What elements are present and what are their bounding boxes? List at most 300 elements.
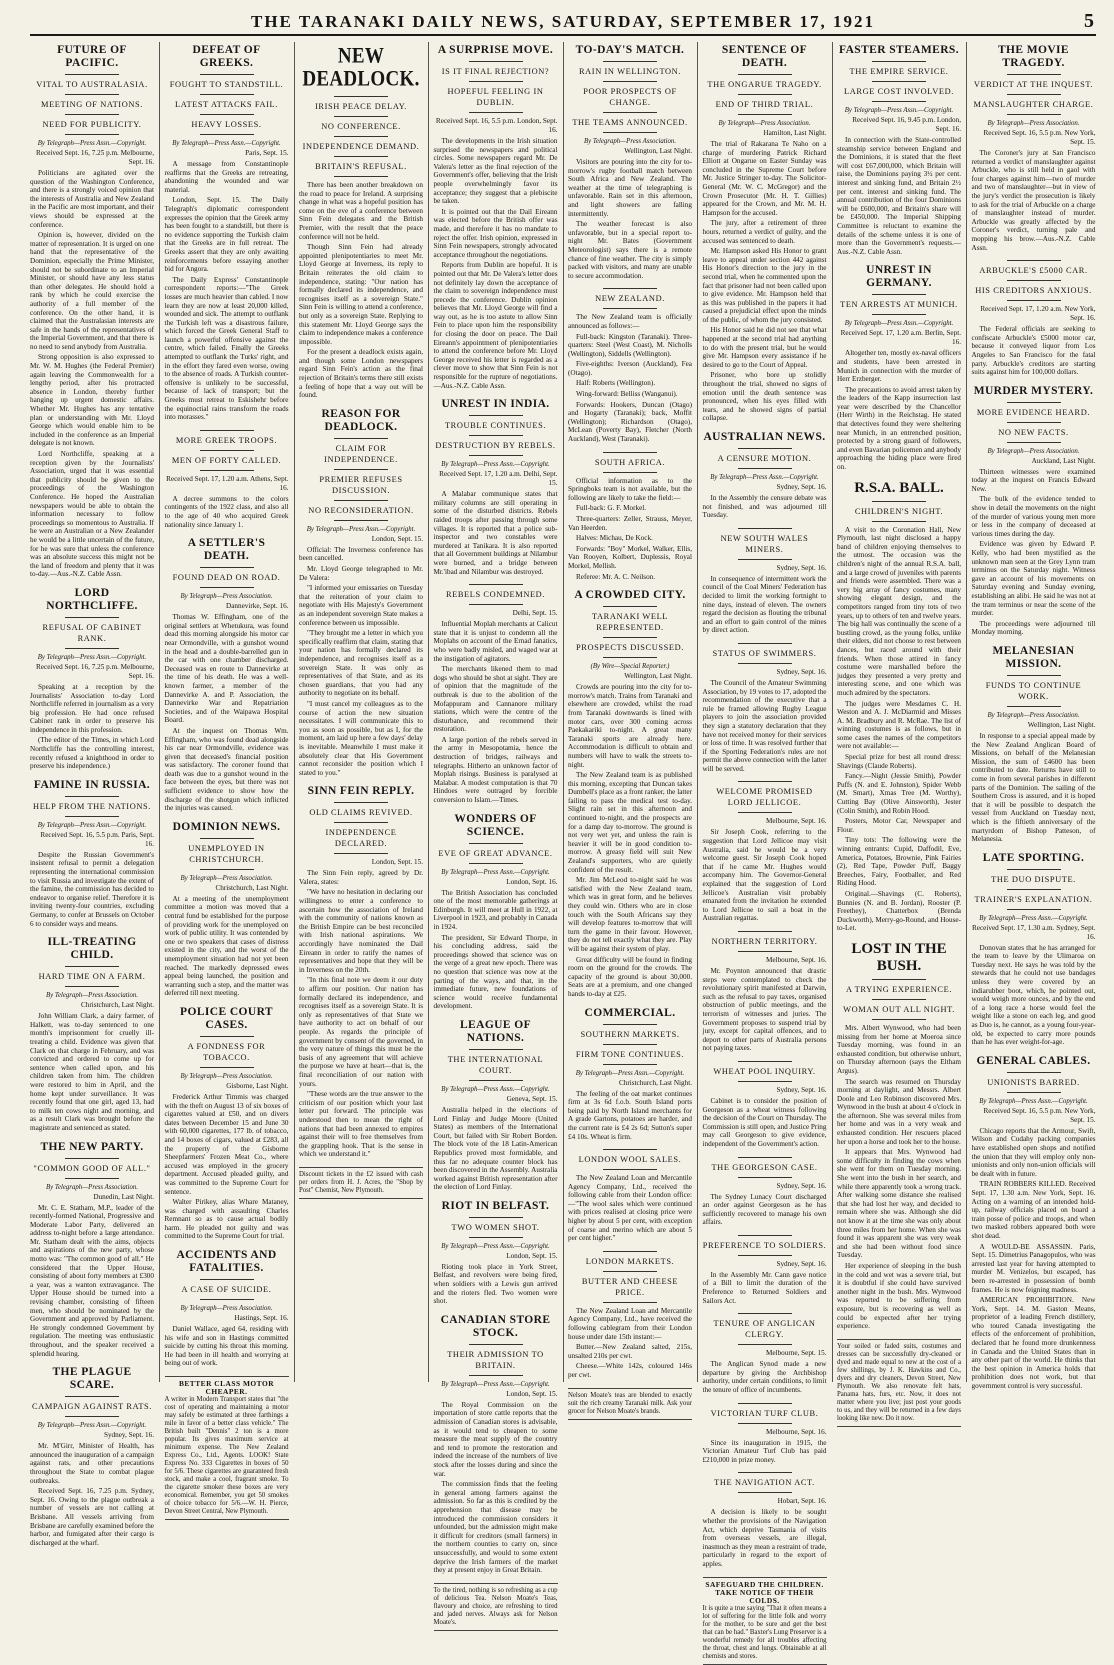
sub-headline: IRISH PEACE DELAY. bbox=[315, 102, 407, 111]
sub-headline: MORE EVIDENCE HEARD. bbox=[976, 407, 1091, 417]
byline: By Telegraph—Press Assn.—Copyright. bbox=[441, 461, 550, 469]
paragraph: Referee: Mr. A. C. Neilson. bbox=[576, 572, 656, 581]
sub-headline: CHILDREN'S NIGHT. bbox=[854, 506, 944, 516]
paragraph: Her experience of sleeping in the bush in the cold and wet was a severe trial, but it is doubtful if she could have survived another night in the bush. Mrs. Wynwood was reported to be suffering from exposure, but is recovering as well as could be expected after her trying experience. bbox=[837, 1261, 961, 1331]
divider bbox=[603, 1044, 657, 1045]
divider bbox=[334, 802, 388, 803]
divider bbox=[872, 101, 926, 102]
divider bbox=[469, 455, 523, 456]
paragraph: The Anglican Synod made a new departure by giving the Archbishop authority, under certain conditions, to limit the tenure of office of incumbents. bbox=[702, 1360, 827, 1395]
column-rule bbox=[832, 42, 833, 1382]
paragraph: The Federal officials are seeking to confiscate Arbuckle's £5000 motor car, because it conveyed liquor from Los Angeles to San Francisco for the fatal party. Arbuckle's creditors are starting suits against him for 100,000 dollars. bbox=[971, 325, 1096, 377]
sub-headline: MEN OF FORTY CALLED. bbox=[171, 455, 282, 465]
sub-headline: TARANAKI WELL REPRESENTED. bbox=[591, 612, 669, 633]
dateline: Received Sept. 16, 5.5 p.m. New York, Sept. 15. bbox=[983, 1106, 1096, 1124]
newspaper-title: THE TARANAKI DAILY NEWS, SATURDAY, SEPTEMBER 17, 1921 bbox=[251, 12, 875, 31]
divider bbox=[738, 951, 792, 952]
sub-headline: VERDICT AT THE INQUEST. bbox=[973, 80, 1094, 89]
sub-headline: FOUND DEAD ON ROAD. bbox=[172, 573, 281, 583]
paragraph: "I must cancel my colleagues as to the course of action the new situation necessitates. I will communicate this to you as soon as possible, but as I, for the moment, am laid up here a few days' delay is inevitable. Meanwhile I must make it absolutely clear that His Government cannot reconsider the position which I stated to you." bbox=[299, 699, 423, 777]
divider bbox=[469, 1237, 523, 1238]
column-8 bbox=[971, 42, 1096, 1391]
article-headline: A SURPRISE MOVE. bbox=[437, 44, 554, 56]
paragraph: Frederick Arthur Timmis was charged with the theft on August 13 of six boxes of cigarettes valued at £50, and on divers dates between December 15 and June 30 with 60,000 cigarettes, 177 lb. of tobacco, and 14 boxes of cigars, valued at £283, all the property of the Gisborne Sheepfarmers' Frozen Meat Co., where accused was employed in the grocery department. Accused pleaded guilty, and was committed to the Supreme Court for sentence. bbox=[164, 1092, 289, 1196]
sub-headline: FOUGHT TO STANDSTILL. bbox=[169, 80, 284, 89]
paragraph: The judges were Mesdames C. H. Weston and A. J. McDiarmid and Misses A. M. Bradbury and R. McRae. The list of winning costumes is as follows, but in some cases the names of the competitors were not available:— bbox=[837, 699, 961, 751]
divider bbox=[200, 74, 254, 75]
article bbox=[972, 645, 1096, 844]
dateline: Received Sept. 16, 5.5 p.m. Paris, Sept. 16. bbox=[40, 830, 154, 848]
divider bbox=[200, 450, 254, 451]
divider bbox=[603, 1149, 657, 1150]
sub-headline: IS IT FINAL REJECTION? bbox=[441, 67, 550, 76]
sub-headline: WELCOME PROMISED LORD JELLICOE. bbox=[716, 787, 813, 808]
dateline: Received Sept. 16, 7.25 p.m. Melbourne, Sept. 16. bbox=[36, 662, 154, 680]
sub-headline: PREMIER REFUSES DISCUSSION. bbox=[319, 474, 403, 495]
article-headline: UNREST IN INDIA. bbox=[441, 398, 550, 411]
article-headline: ACCIDENTS AND FATALITIES. bbox=[176, 1249, 277, 1275]
paragraph: Mr. Poynton announced that drastic steps were contemplated to check the revolutionary spirit manifested at Darwin, such as the refusal to pay taxes, organised obstruction of public meetings, and the terrorism of witnesses and juries. The Government proposes to suspend trial by jury, except for capital offences, and to deport to other parts of Australia persons not paying taxes. bbox=[702, 967, 827, 1053]
divider bbox=[469, 435, 523, 436]
article-headline: RIOT IN BELFAST. bbox=[441, 1199, 550, 1212]
sub-headline: THE TEAMS ANNOUNCED. bbox=[572, 118, 688, 127]
article bbox=[165, 821, 289, 998]
dateline: Received Sept. 17, 1.20 a.m. Berlin, Sept. 16. bbox=[840, 329, 961, 347]
column-1 bbox=[30, 42, 154, 1547]
article bbox=[434, 1314, 558, 1575]
paragraph: The New Zealand team is officially announced as follows:— bbox=[568, 313, 692, 330]
article bbox=[165, 430, 289, 529]
sub-headline: THEIR ADMISSION TO BRITAIN. bbox=[447, 1349, 544, 1370]
sub-headline: VICTORIAN TURF CLUB. bbox=[710, 1408, 819, 1418]
sub-headline: THE INTERNATIONAL COURT. bbox=[447, 1054, 544, 1075]
divider bbox=[334, 96, 388, 97]
byline: By Telegraph—Press Assn.—Copyright. bbox=[575, 1069, 685, 1077]
paragraph: Full-back: Kingston (Taranaki). Three-quarters: Steel (West Coast), M. Nicholls (Wellington), Siddells (Wellington). bbox=[568, 332, 692, 358]
dateline: London, Sept. 16. bbox=[506, 877, 558, 886]
sub-headline: TEN ARRESTS AT MUNICH. bbox=[840, 300, 958, 310]
divider bbox=[738, 468, 792, 469]
paragraph: A WOULD-BE ASSASSIN. Paris, Sept. 15. Dimetrius Panagopulos, who was arrested last year for having attempted to murder M. Venizelos, but escaped, has been re-arrested in possession of bomb frames. He is now feigning madness. bbox=[971, 1242, 1096, 1294]
dateline: Hastings, Sept. 16. bbox=[234, 1314, 289, 1323]
sub-headline: FUNDS TO CONTINUE WORK. bbox=[985, 680, 1082, 701]
divider bbox=[738, 663, 792, 664]
paragraph: Evidence was given by Edward P. Kelly, who had been mystified as the unknown man seen at the Grey Lynn tram terminus on the Saturday night. Witness gave an account of his movements on Saturday evening and Sunday evening, establishing an alibi. He said he was not at the tram terminus or near the scene of the murder. bbox=[971, 540, 1096, 618]
paragraph: Butter.—New Zealand salted, 215s, unsalted 210s per cwt. bbox=[568, 1343, 692, 1360]
divider bbox=[1007, 909, 1061, 910]
byline: By Telegraph—Press Association. bbox=[45, 992, 139, 1000]
divider bbox=[1007, 1072, 1061, 1073]
byline: By Telegraph—Press Assn.—Copyright. bbox=[172, 140, 281, 147]
divider bbox=[65, 114, 119, 115]
sub-headline: STATUS OF SWIMMERS. bbox=[712, 648, 817, 658]
paragraph: The feeling of the oat market continues firm at 3s 6d f.o.b. South Island ports being paid by North Island merchants for A grade Gartons, potatoes are harder, and the current rate is £4 2s 6d; Sutton's super £4 10s. Wheat is firm. bbox=[568, 1089, 692, 1141]
divider bbox=[738, 448, 792, 449]
article bbox=[434, 1200, 558, 1306]
article bbox=[568, 1149, 692, 1243]
sub-headline: THE EMPIRE SERVICE. bbox=[849, 67, 949, 76]
paragraph: TRAIN ROBBERS KILLED. Received Sept. 17, 1.30 a.m. New York, Sept. 16. Acting on a warning of an intended hold-up, railway officials placed on board a train posse of police and troops, and when two masked robbers appeared both were shot dead. bbox=[971, 1180, 1096, 1240]
sub-headline: NEW ZEALAND. bbox=[595, 294, 665, 304]
dateline: Melbourne, Sept. 16. bbox=[766, 1427, 827, 1436]
sub-headline: A TRYING EXPERIENCE. bbox=[845, 984, 953, 994]
divider bbox=[872, 314, 926, 315]
sub-headline: MEETING OF NATIONS. bbox=[41, 100, 143, 109]
paragraph: "These words are the true answer to the criticism of our position which your last letter put forward. The principle was understood then to mean the right of nations that had been annexed to empires against their will to free themselves from the grappling hook. That is the sense in which we understand it." bbox=[299, 1090, 423, 1159]
divider bbox=[603, 472, 657, 473]
divider bbox=[200, 430, 254, 431]
dateline: Sydney, Sept. 16. bbox=[776, 1181, 827, 1190]
paragraph: Great difficulty will be found in finding room on the ground for the crowds. The capacity of the ground is about 30,000. Seats are at a premium, and one changed hands to-day at £25. bbox=[568, 955, 692, 998]
article bbox=[299, 408, 423, 777]
paragraph: The Sinn Fein reply, agreed by Dr. Valera, states: bbox=[299, 869, 423, 886]
paragraph: Halves: Michau, De Kock. bbox=[576, 534, 653, 543]
paragraph: "They brought me a letter in which you specifically reaffirm that claim, stating that your nation has formally declared its independence, and recognises itself as a sovereign State. It was only as representatives of that State, and as its chosen guardians, that you had any authority to negotiate on its behalf. bbox=[299, 629, 424, 698]
divider bbox=[603, 132, 657, 133]
sub-headline: ARBUCKLE'S £5000 CAR. bbox=[979, 266, 1088, 276]
sub-headline: TWO WOMEN SHOT. bbox=[451, 1222, 540, 1232]
dateline: Received Sept. 17, 1.20 a.m. New York, Sept. 16. bbox=[980, 305, 1096, 323]
paragraph: Official: The Inverness conference has been cancelled. bbox=[299, 545, 423, 563]
divider bbox=[872, 999, 926, 1000]
paragraph: The Council of the Amateur Swimming Association, by 19 votes to 17, adopted the recommendation of the executive that a rule be framed allowing Rugby League players to join the association provided they sign a statutory declaration that they have not received money for their services or loss of time. It was resolved further that if the Sporting Federation's rules are not permit the above connection with the latter will be served. bbox=[702, 678, 827, 773]
divider bbox=[334, 853, 388, 854]
divider bbox=[738, 1081, 792, 1082]
article bbox=[972, 260, 1096, 377]
paragraph: A Malabar communique states that military columns are still operating in some of the disturbed districts. Rebels raided troops after passing through some villages. It is reported that a police sub-inspector and two constables were murdered at Tanikara. It is also reported that all Government buildings at Nilambur were burned, and a bridge between Mr.'ibad and Nilambur was destroyed. bbox=[433, 490, 558, 576]
paragraph: Mrs. Albert Wynwood, who had been missing from her home at Moeroa since Tuesday morning, was found in an exhausted condition, but otherwise unhurt, on Thursday afternoon (says the Eltham Argus). bbox=[837, 1023, 961, 1075]
article-headline: SINN FEIN REPLY. bbox=[307, 785, 415, 798]
divider bbox=[65, 986, 119, 987]
column-2 bbox=[164, 42, 289, 1516]
article bbox=[434, 44, 558, 390]
sub-headline: A CENSURE MOTION. bbox=[717, 454, 812, 463]
column-rule bbox=[966, 42, 967, 1382]
byline: By Telegraph—Press Association. bbox=[583, 138, 677, 145]
paragraph: The Coroner's jury at San Francisco returned a verdict of manslaughter against Arbuckle, who is still held in gaol with four charges against him—two of murder and two of manslaughter—but in view of the jury's verdict the prosecution is likely to ask for the trial of Arbuckle on a charge of manslaughter instead of murder. Arbuckle was greatly affected by the Coroner's verdict, turning pale and mopping his brow.—Aus.-N.Z. Cable Assn. bbox=[971, 149, 1096, 252]
byline: By Telegraph—Press Assn.—Copyright. bbox=[844, 320, 954, 328]
sub-headline: TROUBLE CONTINUES. bbox=[444, 421, 547, 431]
divider bbox=[738, 643, 792, 644]
paragraph: Tiny tots: The following were the winning entrants: Cupid, Daffodil, Eve, America, Potatoes, Brownie, Pink Fairies (2), Red Tape, Powder Puff, Baggy Breeches, Fairy, Footballer, and Red Riding Hood. bbox=[837, 836, 961, 888]
dateline: Delhi, Sept. 15. bbox=[512, 609, 558, 618]
divider bbox=[1007, 300, 1061, 301]
dateline: Sydney, Sept. 16. bbox=[776, 1085, 827, 1094]
divider bbox=[65, 796, 119, 797]
divider bbox=[738, 1177, 792, 1178]
divider bbox=[603, 288, 657, 289]
article bbox=[299, 43, 423, 400]
divider bbox=[738, 1403, 792, 1404]
divider bbox=[738, 114, 792, 115]
dateline: Hobart, Sept. 16. bbox=[777, 1497, 827, 1506]
column-rule bbox=[697, 42, 698, 1382]
dateline: Wellington, Last Night. bbox=[1027, 720, 1096, 729]
article bbox=[434, 584, 558, 804]
article-headline: UNREST IN GERMANY. bbox=[866, 264, 932, 290]
divider bbox=[738, 812, 792, 813]
paragraph: It is pointed out that the Dail Eireann was elected before the British offer was made, and therefore it has no mandate to reject the offer. Irish opinion, expressed in Sinn Fein newspapers, strongly advocated acceptance throughout the negotiations. bbox=[433, 207, 558, 259]
article bbox=[165, 1249, 289, 1368]
article-headline: FASTER STEAMERS. bbox=[839, 44, 959, 56]
paragraph: A visit to the Coronation Hall, New Plymouth, last night disclosed a happy band of children enjoying themselves to the utmost. The occasion was the children's night of the annual R.S.A. ball, and a large crowd of juveniles with parents and friends were assembled. There was a very big array of fancy costumes, many showing elegant design, and the competitors ranged from tiny tots of two years, up to others of ten and twelve years. The big hall was continually the scene of a bustling crowd, as the young folks, unlike their elders, did not choose to rest between dances, but raced around with their friends. When those attired in fancy costume were marshalled before the judges they presented a very pretty and interesting scene, and one which was much admired by the spectators. bbox=[837, 525, 961, 697]
paragraph: Cheese.—White 142s, coloured 146s per cwt. bbox=[568, 1362, 692, 1379]
paragraph: "I informed your emissaries on Tuesday that the reiteration of your claim to negotiate with His Majesty's Government as an independent sovereign State makes a conference between us impossible. bbox=[299, 584, 423, 627]
dateline: Received Sept. 16, 7.25 p.m. Melbourne, Sept. 16. bbox=[36, 149, 154, 166]
sub-headline: MANSLAUGHTER CHARGE. bbox=[973, 100, 1094, 109]
sub-headline: END OF THIRD TRIAL. bbox=[715, 100, 814, 109]
divider bbox=[200, 1067, 254, 1068]
paragraph: Opinion is, however, divided on the matter of representation. It is urged on one hand that the representative of the Dominion, especially the Prime Minister, should not be subordinate to an Imperial Minister, or should have any less status than other delegates. He should hold a rank by which he could exercise the authority of a full member of the conference. On the other hand, it is claimed that the Australasian interests are safe in the hands of the representatives of the Imperial Government, and that there is no need to send anybody from Australia. bbox=[30, 231, 154, 351]
article-headline: ILL-TREATING CHILD. bbox=[47, 936, 137, 962]
advertisement bbox=[703, 1577, 827, 1665]
paragraph: Mr. Jim McLeod to-night said he was satisfied with the New Zealand team, which was in great form, and he believes they could win. Others who are in close touch with the South Africans say they will develop features to-morrow that will turn the game in their favour. However, they do not tell exactly what they are. Play will be against their system of play. bbox=[568, 876, 692, 953]
paragraph: A large portion of the rebels served in the army in Mesopotamia, hence the destruction of bridges, railways and telegraphs. Hitherto an unknown factor of Moplah risings. Business is paralysed at Malabar. A modest computation is that 70 Hindoes were outraged by forcible conversion to Islam.—Times. bbox=[433, 735, 558, 805]
paragraph: Special prize for best all round dress: Shavings (Claude Roberts). bbox=[837, 753, 961, 770]
divider bbox=[738, 1255, 792, 1256]
dateline: Christchurch, Last Night. bbox=[80, 1001, 154, 1010]
advertisement bbox=[837, 1339, 961, 1427]
article bbox=[568, 44, 692, 280]
divider bbox=[738, 94, 792, 95]
divider bbox=[872, 501, 926, 502]
divider bbox=[1007, 869, 1061, 870]
sub-headline: TRAINER'S EXPLANATION. bbox=[974, 894, 1093, 904]
byline: By Telegraph—Press Assn.—Copyright. bbox=[37, 821, 147, 829]
sub-headline: HELP FROM THE NATIONS. bbox=[33, 801, 151, 811]
paragraph: Walter Pirikey, alias Whare Mataney, was charged with assaulting Charles Remnant so as to cause actual bodily harm. He pleaded not guilty and was committed to the Supreme Court for trial. bbox=[164, 1198, 289, 1241]
article bbox=[837, 941, 961, 1331]
paragraph: Received Sept. 16, 7.25 p.m. Sydney, Sept. 16. Owing to the plague outbreak a number of vessels are not calling at Brisbane. All vessels arriving from Brisbane are carefully examined before the harbor, and fumigated after their cargo is discharged at the wharf. bbox=[30, 1487, 154, 1547]
paragraph: Half: Roberts (Wellington). bbox=[576, 379, 656, 388]
sub-headline: NO RECONSIDERATION. bbox=[308, 505, 414, 515]
sub-headline: NEW SOUTH WALES MINERS. bbox=[720, 533, 809, 554]
divider bbox=[65, 1178, 119, 1179]
article bbox=[568, 1251, 692, 1380]
divider bbox=[200, 1299, 254, 1300]
byline: By Telegraph—Press Association. bbox=[180, 1072, 273, 1080]
article bbox=[837, 264, 961, 471]
sub-headline: A FONDNESS FOR TOBACCO. bbox=[187, 1041, 266, 1062]
dateline: London, Sept. 15. bbox=[506, 1389, 558, 1398]
sub-headline: EVE OF GREAT ADVANCE. bbox=[438, 848, 553, 858]
article bbox=[703, 643, 827, 774]
divider bbox=[603, 61, 657, 62]
divider bbox=[469, 584, 523, 585]
paragraph: Forwards: "Boy" Morkel, Walker, Ellis, Van Rooyen, Kolbert, Duplessis, Royal Morkel, Mellish. bbox=[568, 544, 692, 570]
article bbox=[703, 1313, 827, 1394]
article bbox=[30, 779, 154, 928]
byline: By Telegraph—Press Assn.—Copyright. bbox=[37, 1422, 147, 1430]
sub-headline: INDEPENDENCE DEMAND. bbox=[302, 142, 420, 151]
dateline: Gisborne, Last Night. bbox=[226, 1081, 289, 1090]
divider bbox=[200, 1036, 254, 1037]
dateline: London, Sept. 15. bbox=[506, 1251, 558, 1260]
sub-headline: NORTHERN TERRITORY. bbox=[711, 937, 818, 946]
byline: By Telegraph—Press Assn.—Copyright. bbox=[979, 914, 1088, 922]
divider bbox=[872, 1019, 926, 1020]
divider bbox=[200, 838, 254, 839]
sub-headline: NEED FOR PUBLICITY. bbox=[42, 120, 142, 129]
byline: By Telegraph—Press Association. bbox=[180, 874, 273, 882]
sub-headline: THE NAVIGATION ACT. bbox=[714, 1478, 815, 1488]
divider bbox=[738, 559, 792, 560]
article-headline: LORD NORTHCLIFFE. bbox=[46, 586, 138, 612]
byline: By Telegraph—Press Assn.—Copyright. bbox=[844, 107, 954, 114]
dateline: Christchurch, Last Night. bbox=[618, 1078, 692, 1087]
divider bbox=[603, 1169, 657, 1170]
paragraph: The weather forecast is also unfavorable, but in a special report to-night Mr. Bates (Government Meteorologist) says there is a remote chance of fine weather. The city is simply packed with visitors, and many are unable to secure accommodation. bbox=[568, 220, 692, 280]
dateline: Received Sept. 16, 5.5 p.m. London, Sept. 16. bbox=[435, 117, 558, 134]
article bbox=[165, 44, 289, 422]
paragraph: Three-quarters: Zeller, Strauss, Meyer, Van Heerden. bbox=[568, 515, 692, 532]
dateline: Auckland, Last Night. bbox=[1031, 456, 1096, 465]
paragraph: A message from Constantinople reaffirms that the Greeks are retreating, abandoning the wounded and war material. bbox=[164, 160, 289, 194]
paragraph: Influential Moplah merchants at Calicut state that it is unjust to condemn all the Moplahs on account of the Ernad fanatics, who were badly misled, and waged war at the instigation of agitators. bbox=[433, 620, 558, 663]
article bbox=[568, 589, 692, 998]
divider bbox=[200, 1279, 254, 1280]
paragraph: Thomas W. Effingham, one of the original settlers at Whetukura, was found dead this morning alongside his motor car near Ormondville, with a gunshot wound in the head and a double-barrelled gun in the car with one chamber discharged. Deceased was en route to Dannevirke at the time of his death. He was a well-known farmer, a member of the Dannevirke A. and P. Association, the Dannevirke War and Repatriation Societies, and of the Waipawa Hospital Board. bbox=[164, 613, 289, 725]
article bbox=[703, 781, 827, 923]
divider bbox=[872, 979, 926, 980]
column-7 bbox=[837, 42, 961, 1422]
paragraph: Reports from Dublin are hopeful. It is pointed out that Mr. De Valera's letter does not definitely lay down the acceptance of the claim to sovereign independence must precede the conference. Dublin opinion believes that Mr. Lloyd George will find a way out, as he is too astute to allow Sinn Fein to place upon him the responsibility for closing the door on peace. The Dail Eireann's appointment of plenipotentiaries to attend the conference before Mr. Lloyd George received his letter is regarded as a clever move to show that Sinn Fein is not responsible for the rupture of negotiations.—Aus.-N.Z. Cable Assn. bbox=[433, 261, 558, 390]
paragraph: In response to a special appeal made by the New Zealand Anglican Board of Missions, on behalf of the Melanesian Mission, the sum of £4600 has been contributed to date. Returns have still to come in from several parishes in different parts of the Dominion. The sailing of the Southern Cross is assured, and it is hoped that it will be possible to despatch the vessel from Auckland on Tuesday next, which is the fiftieth anniversary of the martyrdom of Bishop Patteson, of Melanesia. bbox=[971, 731, 1096, 844]
divider bbox=[603, 1064, 657, 1065]
divider bbox=[65, 1158, 119, 1159]
article bbox=[299, 785, 423, 1159]
advertisement-text: A writer in Modern Transport states that "the cost of operating and maintaining a motor may safely be estimated at three farthings a mile in favor of a better class vehicle." The British built "Dennis" 2 ton is a more popular. Its gives maximum service at minimum expense. The New Zealand Express Co., Ltd., Agents. LOOK! State Express No. 333 Cigarettes in boxes of 50 for 5/6. These cigarettes are guaranteed fresh stock, and make a cool, fragrant smoke. To the cigarette smoker these boxes are very economical. Remember, you get 50 smokes of choice tobacco for 5/6.—W. H. Pierce, Devon Street Central, New Plymouth. bbox=[164, 1396, 289, 1516]
divider bbox=[738, 528, 792, 529]
paragraph: Rioting took place in York Street, Belfast, and revolvers were being fired, when soldiers with a Lewis gun arrived and the rioters fled. Two women were shot. bbox=[433, 1262, 558, 1306]
paragraph: A decision is likely to be sought whether the provisions of the Navigation Act, which deprive Tasmania of visits from overseas vessels, are illegal, inasmuch as they mean a restraint of trade, particularly in regard to the export of apples. bbox=[702, 1508, 827, 1568]
divider bbox=[738, 1313, 792, 1314]
column-5 bbox=[568, 42, 692, 1415]
advertisement bbox=[299, 1167, 423, 1199]
article bbox=[703, 1235, 827, 1305]
article bbox=[30, 44, 154, 579]
advertisement-text: To the tired, nothing is so refreshing as a cup of delicious Tea. Nelson Moate's Teas, flavoury and choice, are refreshing to tired and jaded nerves. Always ask for Nelson Moate's. bbox=[433, 1586, 558, 1626]
divider bbox=[469, 415, 523, 416]
article bbox=[703, 1061, 827, 1149]
paragraph: The British Association has concluded one of the most memorable gatherings at Edinburgh. It will meet at Hull in 1922, at Liverpool in 1923, and probably in Canada in 1924. bbox=[433, 888, 558, 931]
paragraph: (The editor of the Times, in which Lord Northcliffe has the controlling interest, recently refused a knighthood in order to preserve his independence.) bbox=[30, 736, 154, 771]
paragraph: Chicago reports that the Armour, Swift, Wilson and Cudahy packing companies have established open shops and notified the union that they will employ only non-unionists and only non-union officials will be dealt with in future. bbox=[971, 1126, 1096, 1178]
divider bbox=[334, 500, 388, 501]
dateline: Received Sept. 17, 1.30 a.m. Sydney, Sept. 16. bbox=[972, 923, 1096, 941]
sub-headline: SOUTHERN MARKETS. bbox=[580, 1029, 680, 1039]
paragraph: Forwards: Hookers, Duncan (Otago) and Hogarty (Taranaki); back, Moffit (Wellington); Richardson (Otago), McLean (Poverty Bay), Fletcher (North Auckland), West (Taranaki). bbox=[568, 400, 692, 444]
paragraph: Mr. C. E. Statham, M.P., leader of the recently-formed National, Progressive and Moderate Labor Party, delivered an address to-night before a large attendance. Mr. Statham dealt with the aims, objects and aspirations of the new party, whose motto was: "The common good of all." He considered that the Upper House, consisting of about forty members at £300 a year, was a wanton extravagance. The Upper House should be turned into a revising chamber, consisting of fifteen men, who should be nominated by the Government and approved by Parliament. He strongly condemned Government by regulation. The meeting was enthusiastic throughout, and the speaker received a splendid hearing. bbox=[30, 1203, 154, 1358]
article bbox=[703, 44, 827, 423]
divider bbox=[469, 604, 523, 605]
paragraph: In connection with the State-controlled steamship service between England and the Dominions, it is stated that the fleet will cost £67,000,000, which Britain will raise, the Dominions paying 3½ per cent. interest and sinking fund, and Britain 2½ per cent. interest and sinking fund. The annual contribution of the four Dominions will be £600,000, and Britain's share will be £450,000. The Imperial Shipping Committee is reluctant to examine the details of the scheme unless it is one of more than the Government's requests.—Aus.-N.Z. Cable Assn. bbox=[837, 136, 961, 256]
sub-headline: BRITAIN'S REFUSAL. bbox=[315, 162, 407, 171]
paragraph: The merchants likened them to mad dogs who should be shot at sight. They are of opinion that the magnitude of the outbreak is due to the abolition of the Mofappuram and Cannanore military stations, which were the centre of the disturbance, and recommend their restoration. bbox=[433, 665, 558, 734]
article-headline: WONDERS OF SCIENCE. bbox=[454, 812, 537, 838]
divider bbox=[1007, 260, 1061, 261]
paragraph: Mr. Lloyd George telegraphed to Mr. De Valera: bbox=[299, 565, 423, 582]
divider bbox=[334, 176, 388, 177]
divider bbox=[738, 1492, 792, 1493]
paragraph: Cabinet is to consider the position of Georgeson as a wheat witness following the decision of the Court on Thursday. The Commission is still open, and Justice Pring may call Georgeson to give evidence, independent of the Government's action. bbox=[702, 1096, 827, 1148]
article bbox=[703, 1157, 827, 1227]
dateline: Hamilton, Last Night. bbox=[763, 129, 827, 137]
article-headline: CANADIAN STORE STOCK. bbox=[440, 1313, 551, 1339]
divider bbox=[738, 1423, 792, 1424]
divider bbox=[469, 1049, 523, 1050]
sub-headline: HIS CREDITORS ANXIOUS. bbox=[975, 286, 1092, 296]
divider bbox=[200, 567, 254, 568]
paragraph: Posters, Motor Car, Newspaper and Flour. bbox=[837, 817, 961, 834]
dateline: Wellington, Last Night. bbox=[624, 147, 692, 155]
divider bbox=[469, 81, 523, 82]
divider bbox=[1007, 442, 1061, 443]
sub-headline: LARGE COST INVOLVED. bbox=[844, 87, 954, 96]
byline: By Telegraph—Press Association. bbox=[718, 120, 811, 127]
article bbox=[30, 1366, 154, 1547]
sub-headline: HARD TIME ON A FARM. bbox=[38, 972, 146, 982]
sub-headline: OLD CLAIMS REVIVED. bbox=[309, 808, 413, 818]
divider bbox=[469, 1080, 523, 1081]
divider bbox=[738, 74, 792, 75]
advertisement-text: Nelson Moate's teas are blended to exactly suit the rich creamy Taranaki milk. Ask your grocer for Nelson Moate's brands. bbox=[568, 1391, 692, 1415]
divider bbox=[334, 116, 388, 117]
byline: By Telegraph—Press Association. bbox=[180, 1305, 273, 1313]
article-headline: POLICE COURT CASES. bbox=[180, 1005, 273, 1031]
dateline: Geneva, Sept. 15. bbox=[506, 1094, 558, 1103]
divider bbox=[200, 134, 254, 135]
paragraph: AMERICAN PROHIBITION. New York, Sept. 14. M. Gaston Means, proprietor of a leading French distillery, who toured Canada investigating the effects of the enforcement of prohibition, declared that he found more drunkenness in Canada and the United States than in any other part of the world. He thinks that the best opinion in America holds that prohibition does not work, but that government control is very successful. bbox=[971, 1296, 1096, 1391]
page-number: 5 bbox=[1084, 10, 1094, 32]
sub-headline: THE DUO DISPUTE. bbox=[991, 874, 1076, 884]
paragraph: Strong opposition is also expressed to Mr. W. M. Hughes (the Federal Premier) again leaving the Commonwealth for a lengthy period, after his protracted absence in London, thereby further hanging up urgent domestic affairs. Whether Mr. Hughes has any tentative plan or understanding with Mr. Lloyd George which would enable him to be included in the conference as an Imperial delegate is not known. bbox=[30, 353, 154, 448]
byline: By Telegraph—Press Assn.—Copyright. bbox=[441, 1380, 550, 1388]
sub-headline: CAMPAIGN AGAINST RATS. bbox=[31, 1402, 152, 1412]
article bbox=[972, 385, 1096, 637]
sub-headline: REBELS CONDEMNED. bbox=[445, 590, 546, 600]
divider bbox=[603, 657, 657, 658]
dateline: Wellington, Last Night. bbox=[624, 672, 692, 681]
divider bbox=[872, 61, 926, 62]
byline: By Telegraph—Press Assn.—Copyright. bbox=[441, 868, 550, 876]
paragraph: Despite the Russian Government's insistent refusal to permit a delegation representing the international commission to visit Russia and investigate the extent of the famine, the commission has decided to endeavor to organise relief. Therefore it is inviting twenty-four countries, excluding Germany, to confer at Brussels on October 6 to consider ways and means. bbox=[30, 850, 154, 928]
dateline: Paris, Sept. 15. bbox=[245, 149, 289, 157]
paragraph: The jury, after a retirement of three hours, returned a verdict of guilty, and the accused was sentenced to death. bbox=[702, 219, 827, 245]
divider bbox=[1007, 94, 1061, 95]
article-headline: LATE SPORTING. bbox=[982, 851, 1085, 864]
divider bbox=[603, 1302, 657, 1303]
advertisement-heading: SAFEGUARD THE CHILDREN. TAKE NOTICE OF THEIR COLDS. bbox=[705, 1579, 824, 1605]
article-headline: R.S.A. BALL. bbox=[854, 479, 944, 496]
advertisement-text: Your soiled or faded suits, costumes and dresses can be successfully dry-cleaned or dyed and made equal to new at the cost of a few shillings, by J. K. Hawkins and Co., dyers and dry cleaners, Devon Street, New Plymouth. We also renovate felt hats, Panama hats, furs, etc. Now, it does not matter where you live; just post your goods to us, and they will be returned in a few days looking like new. Do it now. bbox=[837, 1342, 961, 1422]
divider bbox=[200, 587, 254, 588]
column-6 bbox=[702, 42, 827, 1660]
divider bbox=[469, 1344, 523, 1345]
article bbox=[165, 537, 289, 813]
dateline: Dunedin, Last Night. bbox=[93, 1192, 154, 1201]
paragraph: The commission finds that the feeling in general among farmers against the admission. So far as this is credited by the apprehension that disease may be introduced the commission considers it unfounded, but the admission might make it difficult for creditors (small farmers) in the northern counties to carry on, since unsuccessfully, and would to some extent deprive the Irish farmers of the market they at present enjoy in Great Britain. bbox=[433, 1480, 558, 1575]
paragraph: Fancy.—Night (Jessie Smith), Powder Puffs (N. and E. Johnston), Spider Webb (M. Smart), Xmas Tree (M. Worthy), Cutting Bay (Olive Ainsworth), Jester (Colin Smith), and Robin Hood. bbox=[837, 772, 961, 815]
sub-headline: DESTRUCTION BY REBELS. bbox=[435, 441, 556, 451]
divider bbox=[1007, 114, 1061, 115]
paragraph: Thirteen witnesses were examined today at the inquest on Francis Edward New. bbox=[971, 467, 1096, 493]
dateline: Sydney, Sept. 16. bbox=[776, 1259, 827, 1268]
divider bbox=[1007, 74, 1061, 75]
divider bbox=[603, 81, 657, 82]
dateline: Melbourne, Sept. 16. bbox=[766, 817, 827, 826]
byline: By Telegraph—Press Assn.—Copyright. bbox=[441, 1085, 550, 1093]
